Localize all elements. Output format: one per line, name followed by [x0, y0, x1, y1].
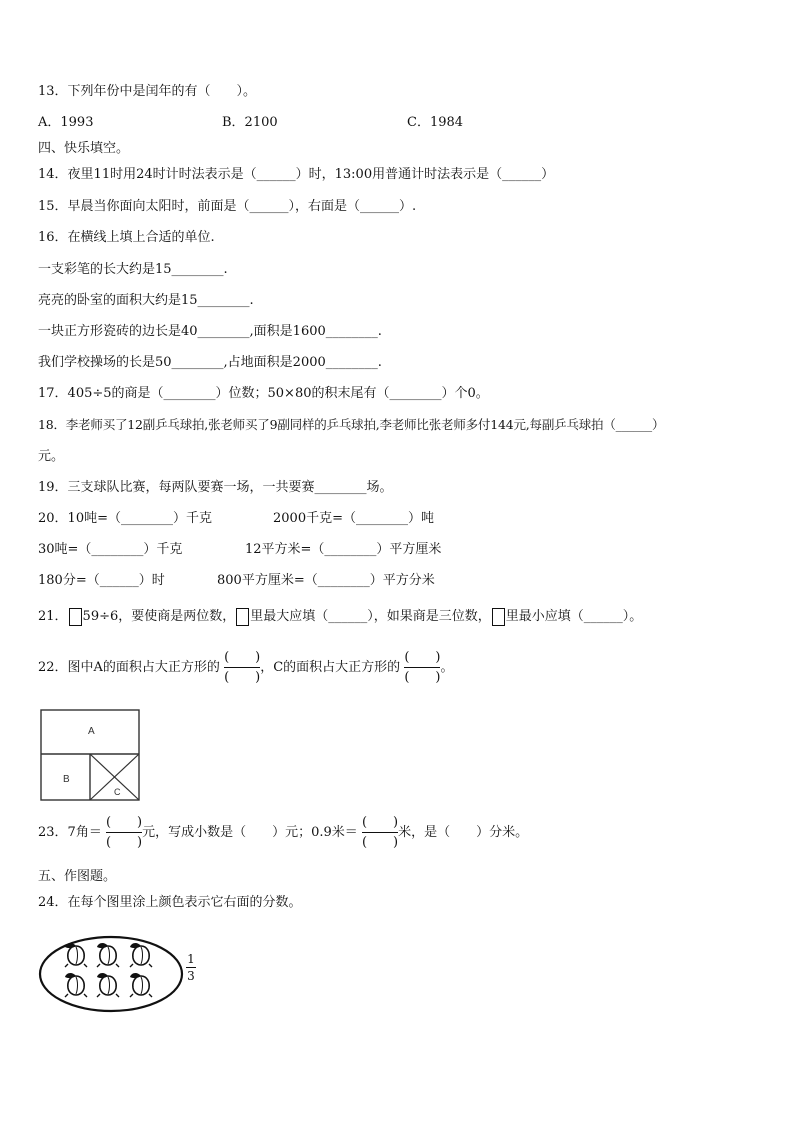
question-23 [38, 811, 528, 855]
fraction-denominator: 3 [187, 969, 195, 983]
peach-group [65, 943, 152, 997]
question-15: 15．早晨当你面向太阳时，前面是（______），右面是（______）. [38, 199, 417, 214]
fraction-bar [186, 967, 196, 968]
question-14: 14．夜里11时用24时计时法表示是（______）时，13:00用普通计时法表示是（______） [38, 167, 555, 182]
fraction-one-third [186, 952, 196, 983]
blank-box-icon [492, 608, 505, 626]
fraction-blank [224, 649, 260, 686]
q22-part-1: 22．图中A的面积占大正方形的 [38, 660, 220, 675]
fraction-numerator: ( ) [105, 815, 143, 830]
label-c: C [114, 787, 121, 797]
q21-part-1: 59÷6，要使商是两位数， [82, 609, 236, 624]
q23-part-1: 23．7角＝ [38, 825, 102, 840]
fraction-blank [404, 649, 440, 686]
question-18: 18．李老师买了12副乒乓球拍,张老师买了9副同样的乒乓球拍,李老师比张老师多付144元,每副乒乓球拍（______） [38, 417, 665, 432]
q16-line-1: 一支彩笔的长大约是15________. [38, 262, 228, 277]
fraction-numerator: 1 [187, 952, 195, 966]
q23-part-3: 米，是（ ）分米。 [398, 825, 529, 840]
fraction-numerator: ( ) [404, 650, 441, 665]
fraction-numerator: ( ) [361, 815, 399, 830]
q23-part-2: 元，写成小数是（ ）元；0.9米＝ [142, 825, 358, 840]
question-19: 19．三支球队比赛，每两队要赛一场，一共要赛________场。 [38, 480, 393, 495]
q21-part-2: 里最大应填（______），如果商是三位数， [250, 609, 491, 624]
peach-icon [97, 973, 119, 997]
question-21 [38, 607, 642, 627]
fraction-bar [224, 667, 260, 668]
q22-part-3: 。 [440, 660, 454, 675]
q21-number: 21． [38, 609, 68, 624]
fraction-blank [106, 814, 142, 851]
q20-row1-b: 2000千克=（________）吨 [273, 511, 434, 526]
fraction-bar [106, 832, 142, 833]
fraction-numerator: ( ) [224, 650, 261, 665]
peach-oval-figure [38, 934, 188, 1014]
q22-part-2: ，C的面积占大正方形的 [260, 660, 401, 675]
section-5-heading: 五、作图题。 [38, 869, 117, 884]
question-17: 17．405÷5的商是（________）位数；50×80的积末尾有（________）个0。 [38, 386, 489, 401]
q20-row1-a: 20．10吨=（________）千克 [38, 511, 212, 526]
question-18-cont: 元。 [38, 449, 65, 464]
blank-box-icon [69, 608, 82, 626]
option-c: C．1984 [407, 115, 464, 130]
q16-line-3: 一块正方形瓷砖的边长是40________,面积是1600________. [38, 324, 382, 339]
q20-row2-b: 12平方米=（________）平方厘米 [245, 542, 442, 557]
peach-icon [97, 943, 119, 967]
q20-row2-a: 30吨=（________）千克 [38, 542, 183, 557]
fraction-denominator: ( ) [404, 670, 441, 685]
q16-line-4: 我们学校操场的长是50________,占地面积是2000________. [38, 355, 382, 370]
question-16: 16．在横线上填上合适的单位. [38, 230, 215, 245]
question-24: 24．在每个图里涂上颜色表示它右面的分数。 [38, 895, 302, 910]
fraction-denominator: ( ) [224, 670, 261, 685]
square-figure [40, 709, 142, 803]
q20-row3-a: 180分=（______）时 [38, 573, 165, 588]
fraction-bar [404, 667, 440, 668]
question-13: 13．下列年份中是闰年的有（ ）。 [38, 84, 257, 99]
question-22 [38, 646, 454, 690]
peach-icon [65, 973, 87, 997]
fraction-blank [362, 814, 398, 851]
q20-row3-b: 800平方厘米=（________）平方分米 [217, 573, 435, 588]
section-4-heading: 四、快乐填空。 [38, 141, 130, 156]
q21-part-3: 里最小应填（______）。 [505, 609, 643, 624]
option-b: B．2100 [222, 115, 278, 130]
peach-icon [130, 973, 152, 997]
peach-icon [130, 943, 152, 967]
option-a: A．1993 [38, 115, 94, 130]
label-a: A [88, 726, 95, 737]
fraction-denominator: ( ) [361, 835, 399, 850]
peach-icon [65, 943, 87, 967]
fraction-bar [362, 832, 398, 833]
blank-box-icon [236, 608, 249, 626]
fraction-denominator: ( ) [105, 835, 143, 850]
q16-line-2: 亮亮的卧室的面积大约是15________. [38, 293, 254, 308]
label-b: B [63, 774, 70, 785]
